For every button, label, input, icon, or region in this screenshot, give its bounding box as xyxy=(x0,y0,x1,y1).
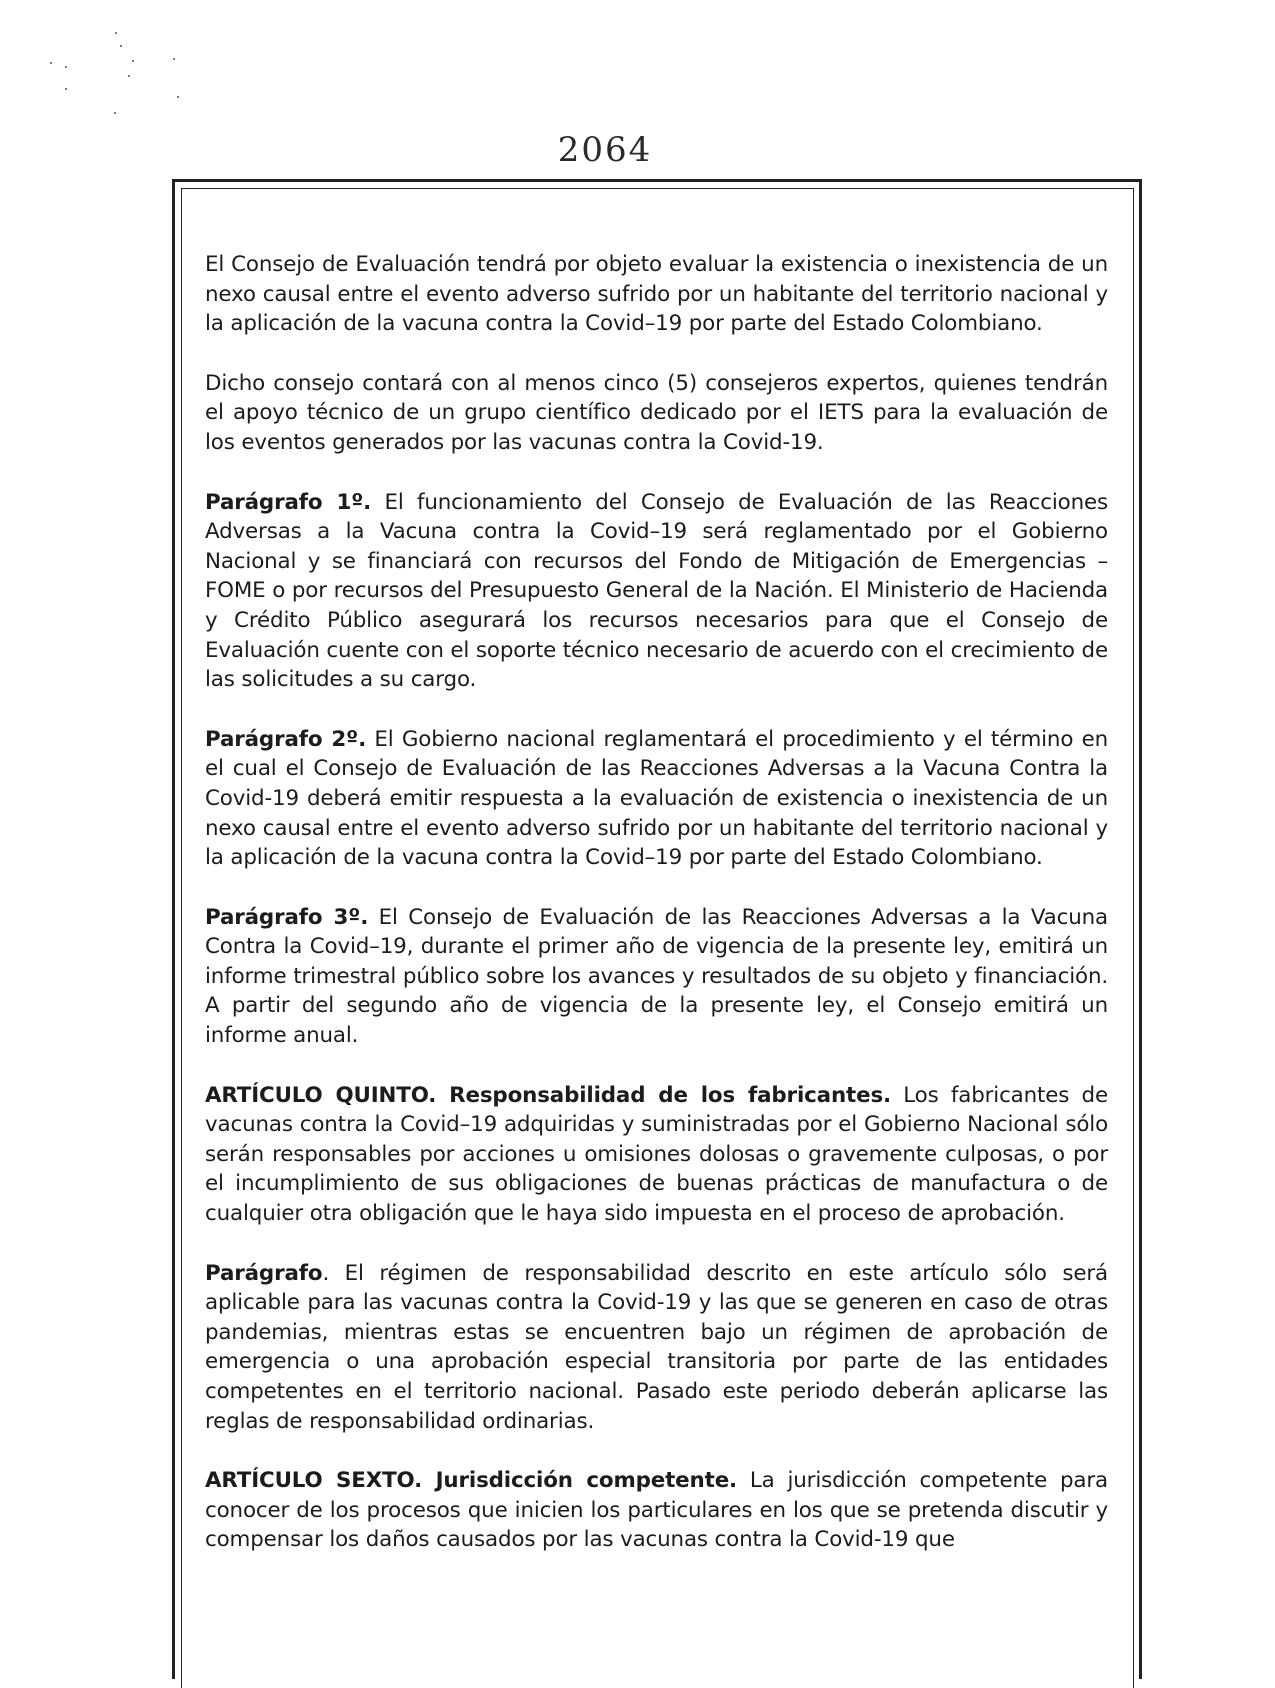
paragraph-paragrafo-1: Parágrafo 1º. El funcionamiento del Consejo de Evaluación de las Reacciones Adversas a la Vacuna contra la Covid–19 será reglamentado por el Gobierno Nacional y se financiará con recursos del Fondo de Mitigación de Emergencias – FOME o por recursos del Presupuesto General de la Nación. El Ministerio de Hacienda y Crédito Público asegurará los recursos necesarios para que el Consejo de Evaluación cuente con el soporte técnico necesario de acuerdo con el crecimiento de las solicitudes a su cargo. xyxy=(205,489,1108,693)
paragraph-lead: Parágrafo 1º. xyxy=(205,489,372,515)
article-heading: ARTÍCULO SEXTO. Jurisdicción competente. xyxy=(205,1468,738,1494)
paragraph-consejo-objeto: El Consejo de Evaluación tendrá por objeto evaluar la existencia o inexistencia de un nexo causal entre el evento adverso sufrido por un habitante del territorio nacional y la aplicación de la vacuna contra la Covid–19 por parte del Estado Colombiano. xyxy=(205,252,1108,337)
paragraph-consejo-composicion: Dicho consejo contará con al menos cinco (5) consejeros expertos, quienes tendrán el apoyo técnico de un grupo científico dedicado por el IETS para la evaluación de los eventos generados por las vacunas contra la Covid-19. xyxy=(205,370,1108,455)
article-heading: ARTÍCULO QUINTO. Responsabilidad de los fabricantes. xyxy=(205,1082,892,1108)
document-body xyxy=(205,250,1108,1585)
paragraph-lead: Parágrafo xyxy=(205,1260,323,1286)
paragraph-paragrafo-3: Parágrafo 3º. El Consejo de Evaluación de las Reacciones Adversas a la Vacuna Contra la Covid–19, durante el primer año de vigencia de la presente ley, emitirá un informe trimestral público sobre los avances y resultados de su objeto y financiación. A partir del segundo año de vigencia de la presente ley, el Consejo emitirá un informe anual. xyxy=(205,904,1108,1049)
scan-specks xyxy=(40,30,240,130)
paragraph-paragrafo-2: Parágrafo 2º. El Gobierno nacional reglamentará el procedimiento y el término en el cual el Consejo de Evaluación de las Reacciones Adversas a la Vacuna Contra la Covid-19 deberá emitir respuesta a la evaluación de existencia o inexistencia de un nexo causal entre el evento adverso sufrido por un habitante del territorio nacional y la aplicación de la vacuna contra la Covid–19 por parte del Estado Colombiano. xyxy=(205,726,1108,871)
paragraph-paragrafo-quinto: Parágrafo. El régimen de responsabilidad descrito en este artículo sólo será aplicable para las vacunas contra la Covid-19 y las que se generen en caso de otras pandemias, mientras estas se encuentren bajo un régimen de aprobación de emergencia o una aprobación especial transitoria por parte de las entidades competentes en el territorio nacional. Pasado este periodo deberán aplicarse las reglas de responsabilidad ordinarias. xyxy=(205,1260,1108,1434)
paragraph-articulo-sexto: ARTÍCULO SEXTO. Jurisdicción competente. La jurisdicción competente para conocer de los procesos que inicien los particulares en los que se pretenda discutir y compensar los daños causados por las vacunas contra la Covid-19 que xyxy=(205,1468,1108,1553)
page-number: 2064 xyxy=(557,130,653,170)
paragraph-articulo-quinto: ARTÍCULO QUINTO. Responsabilidad de los fabricantes. Los fabricantes de vacunas contra la Covid–19 adquiridas y suministradas por el Gobierno Nacional sólo serán responsables por acciones u omisiones dolosas o gravemente culposas, o por el incumplimiento de sus obligaciones de buenas prácticas de manufactura o de cualquier otra obligación que le haya sido impuesta en el proceso de aprobación. xyxy=(205,1082,1108,1227)
paragraph-lead: Parágrafo 2º. xyxy=(205,726,367,752)
paragraph-lead: Parágrafo 3º. xyxy=(205,904,369,930)
